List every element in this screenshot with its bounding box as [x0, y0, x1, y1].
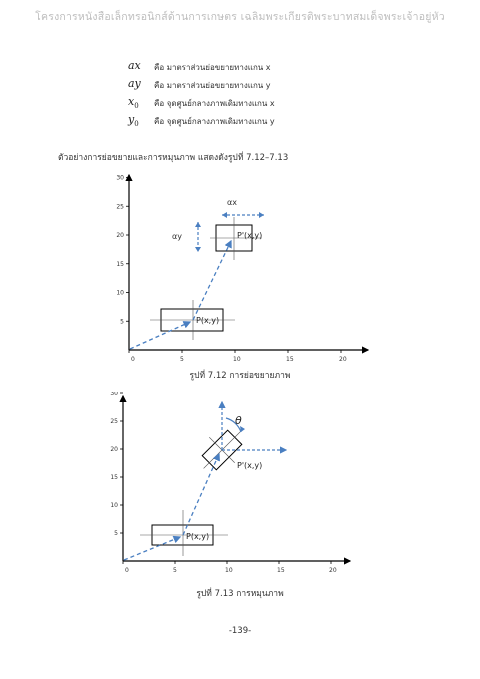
- definition-text: คือ มาตราส่วนย่อขยายทางแกน x: [154, 62, 271, 72]
- intro-text: ตัวอย่างการย่อขยายและการหมุนภาพ แสดงดังรูปที่ 7.12–7.13: [58, 153, 289, 163]
- rotation-chart: [0, 392, 480, 574]
- x-tick-label: 10: [233, 356, 241, 362]
- y-tick-label: 10: [116, 289, 124, 297]
- x-tick-label: 10: [225, 567, 233, 574]
- point-p-prime-label: P'(x,y): [237, 231, 263, 240]
- definition-item: [128, 94, 428, 112]
- y-tick-label: 25: [116, 203, 124, 211]
- point-p-prime-label: P'(x,y): [237, 461, 263, 470]
- page-header: โครงการหนังสือเล็กทรอนิกส์ด้านการเกษตร เฉลิมพระเกียรติพระบาทสมเด็จพระเจ้าอยู่หัว: [35, 11, 445, 23]
- rotation-vector: [183, 454, 219, 535]
- x-tick-label: 20: [339, 356, 347, 362]
- figure-caption: รูปที่ 7.12 การย่อขยายภาพ: [189, 371, 291, 381]
- definition-item: [128, 76, 428, 94]
- definition-symbol: $y_0$: [128, 113, 139, 129]
- y-tick-label: 20: [110, 446, 118, 453]
- ax-label: αx: [227, 198, 238, 207]
- definition-symbol: ax: [128, 59, 141, 73]
- x-tick-label: 15: [286, 356, 294, 362]
- definition-list: [128, 58, 428, 130]
- definition-text: คือ จุดศูนย์กลางภาพเดิมทางแกน y: [154, 116, 275, 126]
- y-tick-label: 30: [110, 392, 118, 397]
- theta-label: θ: [235, 414, 242, 427]
- x-tick-label: 0: [125, 567, 129, 574]
- y-tick-label: 15: [116, 260, 124, 268]
- y-tick-label: 5: [120, 318, 124, 326]
- x-tick-label: 5: [173, 567, 177, 574]
- y-tick-label: 25: [110, 418, 118, 425]
- y-tick-label: 10: [110, 502, 118, 509]
- y-tick-label: 30: [116, 174, 124, 182]
- scaling-vector: [193, 241, 231, 320]
- definition-text: คือ จุดศูนย์กลางภาพเดิมทางแกน x: [154, 98, 275, 108]
- x-tick-label: 20: [329, 567, 337, 574]
- definition-item: [128, 58, 428, 76]
- y-tick-label: 20: [116, 232, 124, 239]
- origin-vector: [130, 322, 190, 349]
- x-tick-label: 5: [180, 356, 184, 362]
- definition-text: คือ มาตราส่วนย่อขยายทางแกน y: [154, 80, 271, 90]
- page-number: -139-: [228, 626, 252, 636]
- point-p-label: P(x,y): [196, 316, 220, 325]
- y-tick-label: 5: [114, 530, 118, 537]
- x-tick-label: 15: [277, 567, 285, 574]
- definition-symbol: ay: [128, 77, 141, 91]
- figure-caption: รูปที่ 7.13 การหมุนภาพ: [196, 589, 284, 599]
- point-p-label: P(x,y): [186, 532, 210, 541]
- definition-symbol: $x_0$: [128, 95, 139, 111]
- ay-label: αy: [172, 232, 183, 241]
- y-tick-label: 15: [110, 474, 118, 481]
- scaling-chart: [0, 172, 480, 362]
- x-tick-label: 0: [131, 356, 135, 362]
- definition-item: [128, 112, 428, 130]
